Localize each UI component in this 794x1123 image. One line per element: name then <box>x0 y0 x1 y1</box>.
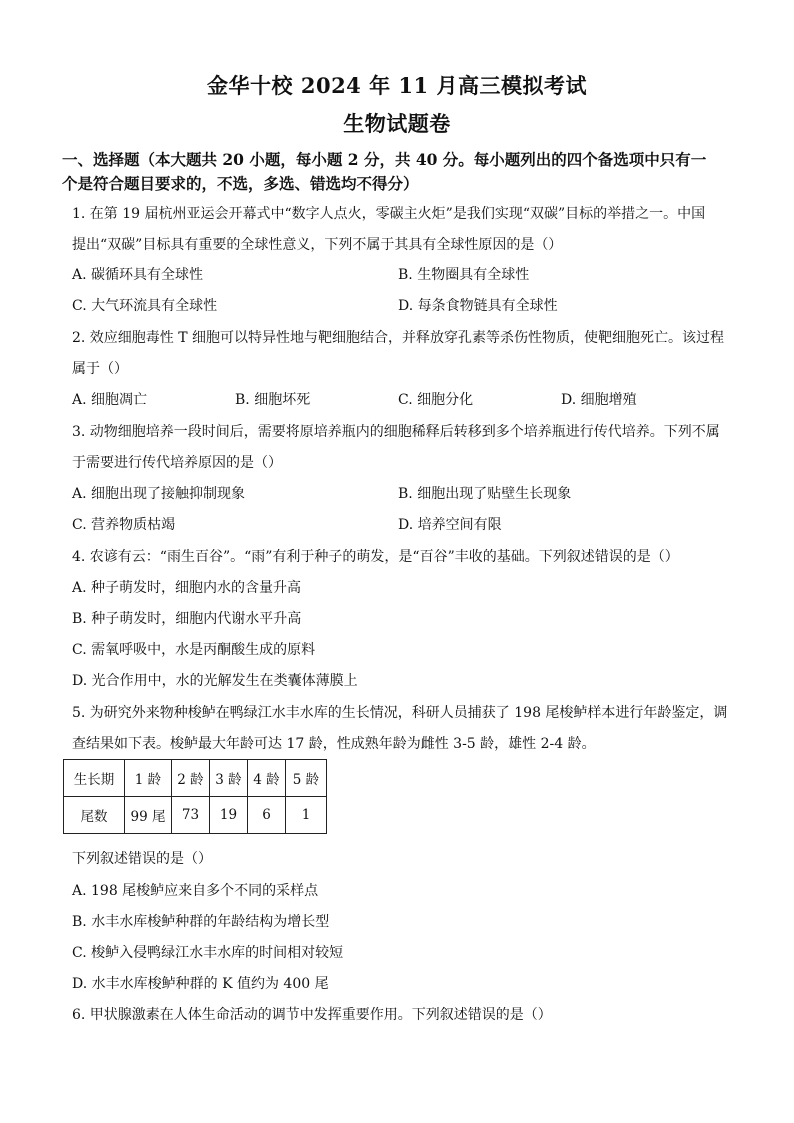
table-cell: 5 龄 <box>286 760 327 797</box>
q1-stem-line1: 1. 在第 19 届杭州亚运会开幕式中“数字人点火，零碳主火炬”是我们实现“双碳”目标的举措之一。中国 <box>72 206 706 222</box>
age-structure-table <box>63 759 327 834</box>
q1-stem-line2: 提出“双碳”目标具有重要的全球性意义，下列不属于其具有全球性原因的是（） <box>72 237 563 253</box>
q2-option-d: D. 细胞增殖 <box>561 392 637 408</box>
q3-option-a: A. 细胞出现了接触抑制现象 <box>72 486 246 502</box>
table-cell: 99 尾 <box>125 797 172 834</box>
section-heading-line1: 一、选择题（本大题共 20 小题，每小题 2 分，共 40 分。每小题列出的四个备选项中只有一 <box>62 150 707 169</box>
table-cell: 4 龄 <box>248 760 286 797</box>
q5-option-d: D. 水丰水库梭鲈种群的 K 值约为 400 尾 <box>72 976 329 992</box>
table-cell: 1 <box>286 797 327 834</box>
table-cell: 3 龄 <box>210 760 248 797</box>
q5-stem-line1: 5. 为研究外来物种梭鲈在鸭绿江水丰水库的生长情况，科研人员捕获了 198 尾梭鲈样本进行年龄鉴定，调 <box>72 705 728 721</box>
q5-prompt: 下列叙述错误的是（） <box>72 851 212 867</box>
q4-option-c: C. 需氧呼吸中，水是丙酮酸生成的原料 <box>72 642 316 658</box>
q4-stem-line1: 4. 农谚有云：“雨生百谷”。“雨”有利于种子的萌发，是“百谷”丰收的基础。下列叙述错误的是（） <box>72 549 679 565</box>
q2-option-b: B. 细胞坏死 <box>235 392 311 408</box>
q2-stem-line1: 2. 效应细胞毒性 T 细胞可以特异性地与靶细胞结合，并释放穿孔素等杀伤性物质，使靶细胞死亡。该过程 <box>72 330 725 346</box>
table-cell: 73 <box>172 797 210 834</box>
q1-option-b: B. 生物圈具有全球性 <box>398 267 530 283</box>
table-cell: 6 <box>248 797 286 834</box>
table-cell: 尾数 <box>64 797 125 834</box>
exam-title: 金华十校 2024 年 11 月高三模拟考试 <box>207 73 587 98</box>
q3-stem-line1: 3. 动物细胞培养一段时间后，需要将原培养瓶内的细胞稀释后转移到多个培养瓶进行传代培养。下列不属 <box>72 424 720 440</box>
q4-option-d: D. 光合作用中，水的光解发生在类囊体薄膜上 <box>72 673 358 689</box>
q2-option-a: A. 细胞凋亡 <box>72 392 148 408</box>
table-row <box>64 760 327 797</box>
q5-stem-line2: 查结果如下表。梭鲈最大年龄可达 17 龄，性成熟年龄为雌性 3-5 龄，雄性 2-4 龄。 <box>72 736 596 752</box>
exam-subtitle: 生物试题卷 <box>343 111 451 136</box>
q3-option-d: D. 培养空间有限 <box>398 517 502 533</box>
table-row <box>64 797 327 834</box>
q1-option-d: D. 每条食物链具有全球性 <box>398 298 558 314</box>
table-cell: 生长期 <box>64 760 125 797</box>
q5-option-c: C. 梭鲈入侵鸭绿江水丰水库的时间相对较短 <box>72 945 344 961</box>
q2-option-c: C. 细胞分化 <box>398 392 474 408</box>
q3-option-b: B. 细胞出现了贴壁生长现象 <box>398 486 572 502</box>
q6-stem-line1: 6. 甲状腺激素在人体生命活动的调节中发挥重要作用。下列叙述错误的是（） <box>72 1007 552 1023</box>
q3-option-c: C. 营养物质枯竭 <box>72 517 176 533</box>
table-cell: 1 龄 <box>125 760 172 797</box>
q1-option-a: A. 碳循环具有全球性 <box>72 267 204 283</box>
q3-stem-line2: 于需要进行传代培养原因的是（） <box>72 455 282 471</box>
q2-stem-line2: 属于（） <box>72 361 128 377</box>
section-heading-line2: 个是符合题目要求的，不选，多选、错选均不得分） <box>62 174 419 193</box>
table-cell: 19 <box>210 797 248 834</box>
table-cell: 2 龄 <box>172 760 210 797</box>
q4-option-a: A. 种子萌发时，细胞内水的含量升高 <box>72 580 302 596</box>
q4-option-b: B. 种子萌发时，细胞内代谢水平升高 <box>72 611 302 627</box>
q5-option-b: B. 水丰水库梭鲈种群的年龄结构为增长型 <box>72 914 330 930</box>
q5-option-a: A. 198 尾梭鲈应来自多个不同的采样点 <box>72 883 319 899</box>
q1-option-c: C. 大气环流具有全球性 <box>72 298 218 314</box>
